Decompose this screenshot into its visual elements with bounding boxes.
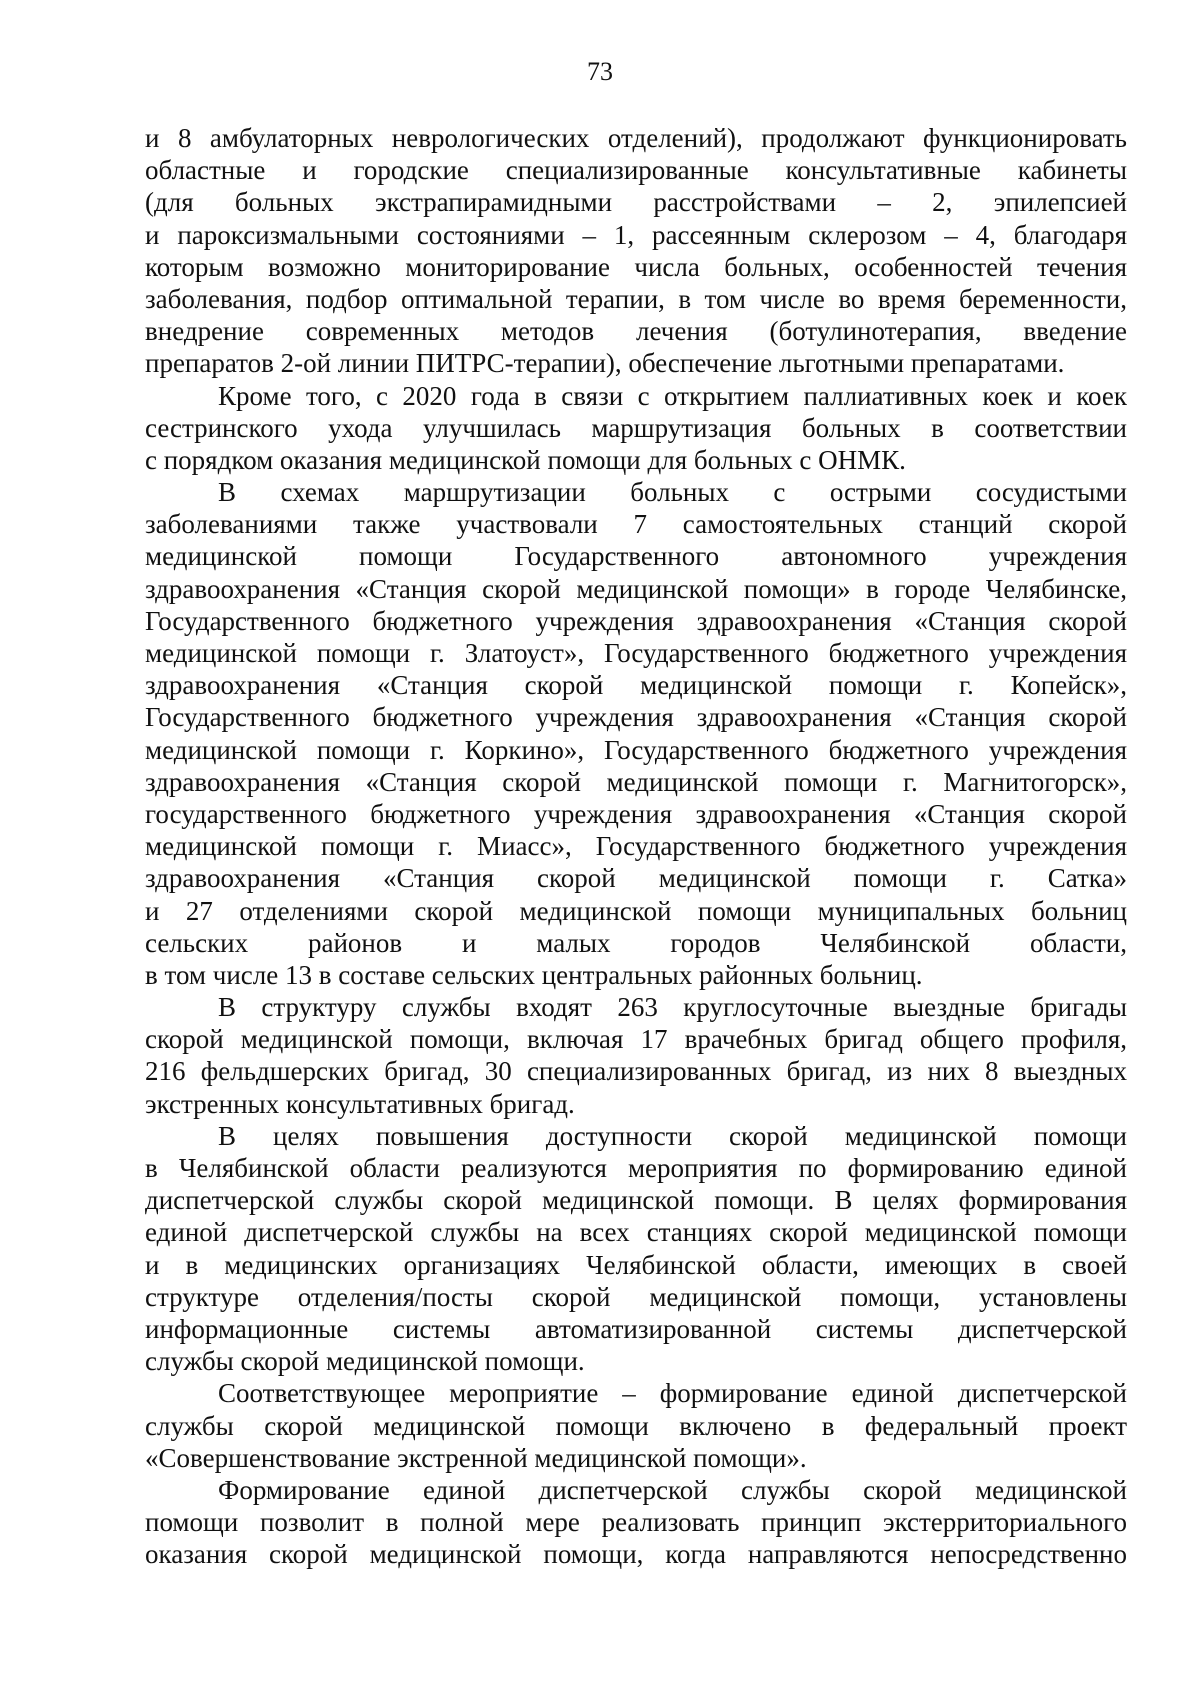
text-line: и пароксизмальными состояниями – 1, рассеянным склерозом – 4, благодаря (145, 219, 1127, 250)
text-line: В схемах маршрутизации больных с острыми сосудистыми (218, 477, 1127, 508)
text-line: сестринского ухода улучшилась маршрутизация больных в соответствии (145, 412, 1127, 443)
text-line: медицинской помощи г. Златоуст», Государственного бюджетного учреждения (145, 638, 1127, 668)
text-line: помощи позволит в полной мере реализовать принцип экстерриториального (145, 1507, 1127, 1538)
text-line: Государственного бюджетного учреждения здравоохранения «Станция скорой (145, 702, 1127, 733)
text-line: с порядком оказания медицинской помощи для больных с ОНМК. (145, 444, 906, 475)
text-line: внедрение современных методов лечения (ботулинотерапия, введение (145, 316, 1127, 347)
text-line: (для больных экстрапирамидными расстройствами – 2, эпилепсией (145, 187, 1127, 218)
text-line: областные и городские специализированные консультативные кабинеты (145, 155, 1127, 186)
text-line: Государственного бюджетного учреждения здравоохранения «Станция скорой (145, 605, 1127, 636)
text-line: В структуру службы входят 263 круглосуточные выездные бригады (218, 992, 1127, 1023)
text-line: и в медицинских организациях Челябинской области, имеющих в своей (145, 1249, 1127, 1280)
text-line: здравоохранения «Станция скорой медицинской помощи г. Копейск», (145, 670, 1127, 701)
text-line: службы скорой медицинской помощи включено в федеральный проект (145, 1410, 1127, 1441)
text-line: службы скорой медицинской помощи. (145, 1346, 585, 1377)
text-line: препаратов 2-ой линии ПИТРС-терапии), обеспечение льготными препаратами. (145, 348, 1065, 379)
text-line: здравоохранения «Станция скорой медицинской помощи г. Сатка» (145, 863, 1127, 894)
text-line: которым возможно мониторирование числа больных, особенностей течения (145, 251, 1127, 282)
text-line: медицинской помощи Государственного автономного учреждения (145, 541, 1127, 572)
text-line: сельских районов и малых городов Челябинской области, (145, 927, 1127, 958)
text-line: оказания скорой медицинской помощи, когда направляются непосредственно (145, 1539, 1127, 1570)
body-text (145, 122, 1127, 1570)
text-line: государственного бюджетного учреждения здравоохранения «Станция скорой (145, 798, 1127, 829)
text-line: экстренных консультативных бригад. (145, 1088, 575, 1119)
text-line: в Челябинской области реализуются мероприятия по формированию единой (145, 1153, 1127, 1183)
text-line: структуре отделения/посты скорой медицинской помощи, установлены (145, 1281, 1127, 1312)
text-line: «Совершенствование экстренной медицинской помощи». (145, 1442, 807, 1473)
text-line: Формирование единой диспетчерской службы скорой медицинской (218, 1474, 1127, 1505)
page-number: 73 (587, 57, 613, 86)
text-line: в том числе 13 в составе сельских центральных районных больниц. (145, 959, 923, 990)
text-line: Кроме того, с 2020 года в связи с открытием паллиативных коек и коек (218, 380, 1127, 411)
text-line: медицинской помощи г. Миасс», Государственного бюджетного учреждения (145, 831, 1127, 862)
text-line: здравоохранения «Станция скорой медицинской помощи» в городе Челябинске, (145, 573, 1127, 604)
text-line: заболевания, подбор оптимальной терапии, в том числе во время беременности, (145, 283, 1127, 314)
text-line: диспетчерской службы скорой медицинской помощи. В целях формирования (145, 1185, 1127, 1216)
text-line: В целях повышения доступности скорой медицинской помощи (218, 1120, 1127, 1151)
text-line: медицинской помощи г. Коркино», Государственного бюджетного учреждения (145, 734, 1127, 765)
text-line: информационные системы автоматизированной системы диспетчерской (145, 1313, 1127, 1344)
text-line: 216 фельдшерских бригад, 30 специализированных бригад, из них 8 выездных (145, 1056, 1127, 1087)
text-line: Соответствующее мероприятие – формирование единой диспетчерской (218, 1378, 1127, 1409)
text-line: здравоохранения «Станция скорой медицинской помощи г. Магнитогорск», (145, 766, 1127, 797)
text-line: единой диспетчерской службы на всех станциях скорой медицинской помощи (145, 1217, 1127, 1248)
text-line: и 27 отделениями скорой медицинской помощи муниципальных больниц (145, 895, 1127, 926)
text-line: скорой медицинской помощи, включая 17 врачебных бригад общего профиля, (145, 1024, 1127, 1055)
text-line: заболеваниями также участвовали 7 самостоятельных станций скорой (145, 509, 1127, 540)
text-line: и 8 амбулаторных неврологических отделений), продолжают функционировать (145, 123, 1127, 153)
